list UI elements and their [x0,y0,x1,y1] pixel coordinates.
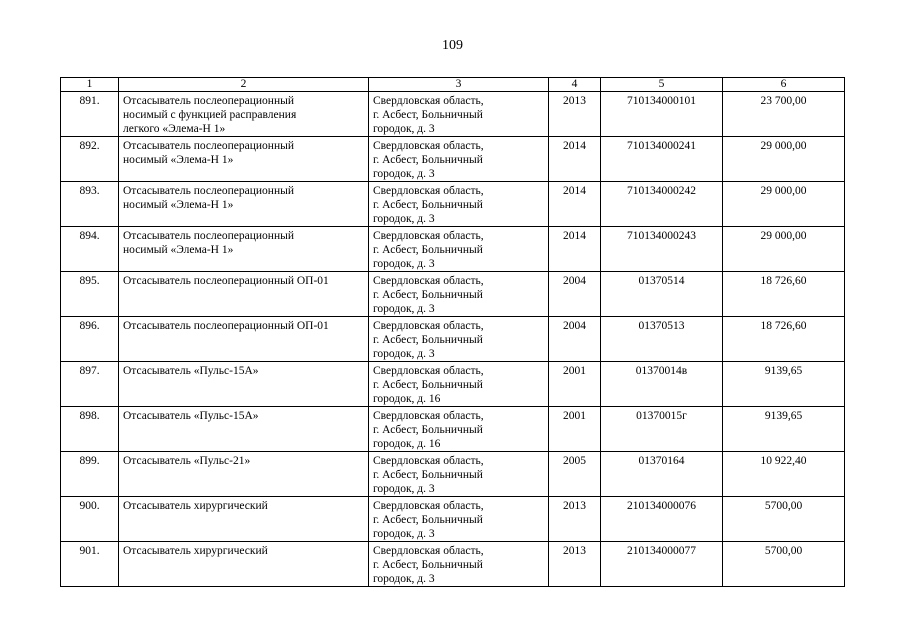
cost-cell: 9139,65 [723,407,845,452]
address-line: Свердловская область, [373,545,484,557]
year-cell: 2004 [549,272,601,317]
item-name-cell [119,452,369,497]
item-name-cell [119,542,369,587]
item-name-line: Отсасыватель хирургический [123,500,268,512]
year-cell: 2001 [549,362,601,407]
item-name-line: Отсасыватель «Пульс-15А» [123,365,259,377]
item-name-cell [119,362,369,407]
inventory-number-cell: 01370164 [601,452,723,497]
item-name-line: Отсасыватель послеоперационный [123,230,294,242]
header-col-4: 4 [549,78,601,92]
item-name-line: Отсасыватель послеоперационный [123,185,294,197]
cost-cell: 29 000,00 [723,182,845,227]
table-header-row [61,78,845,92]
row-number-cell: 892. [61,137,119,182]
year-cell: 2014 [549,137,601,182]
item-name-cell [119,272,369,317]
cost-cell: 5700,00 [723,542,845,587]
address-line: Свердловская область, [373,320,484,332]
item-name-cell [119,497,369,542]
address-line: городок, д. 3 [373,123,435,135]
row-number-cell: 898. [61,407,119,452]
address-line: г. Асбест, Больничный [373,199,483,211]
cost-cell: 23 700,00 [723,92,845,137]
address-line: г. Асбест, Больничный [373,154,483,166]
address-cell [369,317,549,362]
address-cell [369,407,549,452]
table-row [61,452,845,497]
address-line: городок, д. 3 [373,168,435,180]
item-name-line: носимый «Элема-Н 1» [123,244,234,256]
header-col-5: 5 [601,78,723,92]
item-name-cell [119,407,369,452]
table-row [61,362,845,407]
item-name-line: Отсасыватель послеоперационный [123,140,294,152]
inventory-number-cell: 01370514 [601,272,723,317]
address-line: Свердловская область, [373,410,484,422]
year-cell: 2001 [549,407,601,452]
address-line: г. Асбест, Больничный [373,379,483,391]
row-number-cell: 891. [61,92,119,137]
year-cell: 2014 [549,182,601,227]
address-line: г. Асбест, Больничный [373,109,483,121]
address-cell [369,452,549,497]
address-cell [369,182,549,227]
address-line: г. Асбест, Больничный [373,424,483,436]
cost-cell: 10 922,40 [723,452,845,497]
address-line: городок, д. 3 [373,258,435,270]
address-line: городок, д. 16 [373,393,441,405]
inventory-number-cell: 210134000076 [601,497,723,542]
item-name-cell [119,137,369,182]
item-name-line: Отсасыватель «Пульс-15А» [123,410,259,422]
table-row [61,272,845,317]
address-line: г. Асбест, Больничный [373,469,483,481]
item-name-cell [119,227,369,272]
cost-cell: 9139,65 [723,362,845,407]
inventory-number-cell: 710134000242 [601,182,723,227]
address-line: г. Асбест, Больничный [373,244,483,256]
inventory-number-cell: 01370015г [601,407,723,452]
address-line: г. Асбест, Больничный [373,289,483,301]
address-line: городок, д. 3 [373,483,435,495]
item-name-line: носимый с функцией расправления [123,109,297,121]
inventory-number-cell: 710134000243 [601,227,723,272]
address-line: Свердловская область, [373,500,484,512]
item-name-line: Отсасыватель послеоперационный [123,95,294,107]
row-number-cell: 901. [61,542,119,587]
table-row [61,182,845,227]
item-name-cell [119,317,369,362]
inventory-number-cell: 01370513 [601,317,723,362]
item-name-line: Отсасыватель послеоперационный ОП-01 [123,320,329,332]
table-body [61,92,845,587]
address-line: г. Асбест, Больничный [373,514,483,526]
address-cell [369,227,549,272]
address-line: Свердловская область, [373,185,484,197]
address-line: Свердловская область, [373,140,484,152]
item-name-line: Отсасыватель послеоперационный ОП-01 [123,275,329,287]
address-line: г. Асбест, Больничный [373,559,483,571]
address-cell [369,362,549,407]
header-col-2: 2 [119,78,369,92]
address-line: городок, д. 3 [373,528,435,540]
year-cell: 2014 [549,227,601,272]
property-register-table [60,77,845,587]
address-line: Свердловская область, [373,365,484,377]
table-row [61,227,845,272]
address-cell [369,137,549,182]
header-col-6: 6 [723,78,845,92]
address-cell [369,542,549,587]
cost-cell: 18 726,60 [723,272,845,317]
table-row [61,497,845,542]
year-cell: 2013 [549,92,601,137]
table-row [61,542,845,587]
page-number: 109 [442,38,463,53]
address-line: городок, д. 16 [373,438,441,450]
header-col-1: 1 [61,78,119,92]
item-name-line: Отсасыватель «Пульс-21» [123,455,251,467]
inventory-number-cell: 710134000101 [601,92,723,137]
inventory-number-cell: 210134000077 [601,542,723,587]
address-line: Свердловская область, [373,95,484,107]
address-line: городок, д. 3 [373,213,435,225]
year-cell: 2013 [549,497,601,542]
table-row [61,137,845,182]
row-number-cell: 893. [61,182,119,227]
address-line: Свердловская область, [373,455,484,467]
address-line: г. Асбест, Больничный [373,334,483,346]
row-number-cell: 894. [61,227,119,272]
address-line: Свердловская область, [373,230,484,242]
cost-cell: 29 000,00 [723,227,845,272]
address-line: Свердловская область, [373,275,484,287]
cost-cell: 29 000,00 [723,137,845,182]
item-name-line: носимый «Элема-Н 1» [123,154,234,166]
address-line: городок, д. 3 [373,573,435,585]
inventory-number-cell: 710134000241 [601,137,723,182]
item-name-line: носимый «Элема-Н 1» [123,199,234,211]
address-line: городок, д. 3 [373,348,435,360]
item-name-cell [119,182,369,227]
row-number-cell: 899. [61,452,119,497]
row-number-cell: 896. [61,317,119,362]
year-cell: 2004 [549,317,601,362]
address-cell [369,92,549,137]
table-row [61,407,845,452]
cost-cell: 18 726,60 [723,317,845,362]
item-name-line: легкого «Элема-Н 1» [123,123,226,135]
row-number-cell: 900. [61,497,119,542]
row-number-cell: 897. [61,362,119,407]
header-col-3: 3 [369,78,549,92]
row-number-cell: 895. [61,272,119,317]
item-name-line: Отсасыватель хирургический [123,545,268,557]
cost-cell: 5700,00 [723,497,845,542]
year-cell: 2005 [549,452,601,497]
address-cell [369,272,549,317]
table-row [61,317,845,362]
year-cell: 2013 [549,542,601,587]
inventory-number-cell: 01370014в [601,362,723,407]
address-line: городок, д. 3 [373,303,435,315]
address-cell [369,497,549,542]
item-name-cell [119,92,369,137]
table-row [61,92,845,137]
